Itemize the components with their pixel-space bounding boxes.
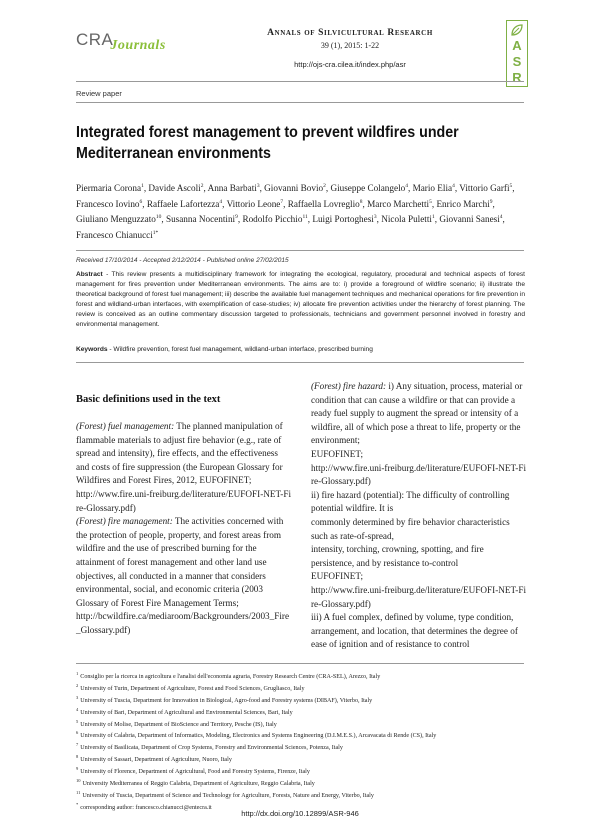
- footnote-item: [76, 741, 526, 753]
- affiliation-footnotes: [76, 670, 526, 813]
- definition-text: intensity, torching, crowning, spotting, and fire persistence, and by resistance to-control: [311, 544, 484, 568]
- author-name-text: Giuseppe Colangelo: [330, 183, 406, 194]
- author-name-text: Francesco Chianucci: [76, 229, 153, 240]
- author-name: [148, 183, 203, 193]
- author-name: [288, 199, 363, 209]
- author-affiliation-marker: 9: [489, 198, 493, 205]
- footnote-marker: 7: [76, 742, 79, 748]
- footnote-marker: 5: [76, 718, 79, 724]
- footnote-item: [76, 789, 526, 801]
- footnote-text: University of Turin, Department of Agriculture, Forest and Food Sciences, Grugliasco, Italy: [80, 685, 305, 692]
- section-heading: Basic definitions used in the text: [76, 394, 221, 405]
- author-name: [381, 214, 435, 224]
- term: (Forest) fire hazard:: [311, 381, 387, 391]
- definition-fire-management: [76, 515, 291, 610]
- author-affiliation-marker: 3: [373, 214, 377, 221]
- footnote-marker: 9: [76, 766, 79, 771]
- reference-source: EUFOFINET;: [311, 571, 364, 582]
- footnote-item: [76, 729, 526, 741]
- author-affiliation-marker: 5: [429, 198, 432, 205]
- dates-divider: [76, 250, 524, 251]
- author-name: [264, 183, 326, 193]
- author-affiliation-marker: 10: [155, 214, 162, 221]
- author-affiliation-marker: 1*: [152, 229, 159, 236]
- author-name: [147, 199, 222, 209]
- publication-dates: Received 17/10/2014 - Accepted 2/12/2014 - Published online 27/02/2015: [76, 257, 289, 264]
- author-name-text: Anna Barbati: [207, 183, 257, 194]
- reference-link[interactable]: http://bcwildfire.ca/mediaroom/Backgrounders/2003_Fire_Glossary.pdf): [76, 611, 290, 635]
- footnote-item: [76, 694, 526, 706]
- author-list: Piermaria Corona$^1$, Davide Ascoli$^2$, Anna Barbati$^3$, Giovanni Bovio$^2$, Giuseppe Colangelo$^4$, Mario Elia$^4$, Vittorio Garfì$^5$, Francesco Iovino$^6$, Raffaele Lafortezza$^4$, Vittorio Leone$^7$, Raffaella Lovreglio$^8$, Marco Marchetti$^5$, Enrico Marchi$^9$, Giuliano Menguzzato$^{10}$, Susanna Nocentini$^9$, Rodolfo Picchio$^{11}$, Luigi Portoghesi$^3$, Nicola Puletti$^1$, Giovanni Sanesi$^4$, Francesco Chianucci$^{1*}$: [76, 183, 515, 240]
- author-name-text: Susanna Nocentini: [165, 214, 236, 225]
- badge-letter-a: A: [512, 38, 522, 53]
- badge-letter-s: S: [512, 54, 522, 69]
- footnote-text: University of Basilicata, Department of Crop Systems, Forestry and Environmental Sciences, Potenza, Italy: [80, 745, 343, 752]
- author-name-text: Enrico Marchi: [436, 198, 490, 209]
- author-name: [330, 183, 408, 193]
- reference-source: EUFOFINET;: [311, 448, 364, 459]
- footnote-text: University of Molise, Department of BioScience and Territory, Pesche (IS), Italy: [80, 721, 277, 728]
- header-divider: [76, 81, 524, 82]
- author-name-text: Francesco Iovino: [76, 198, 140, 209]
- author-name-text: Giovanni Bovio: [264, 183, 324, 194]
- author-affiliation-marker: 4: [499, 214, 503, 221]
- reference-link[interactable]: http://www.fire.uni-freiburg.de/literature/EUFOFI-NET-Fire-Glossary.pdf): [311, 462, 527, 487]
- author-name-text: Giovanni Sanesi: [439, 214, 500, 225]
- author-name: [312, 214, 376, 224]
- author-affiliation-marker: 3: [256, 183, 260, 189]
- footnote-item: [76, 706, 526, 718]
- author-name: [227, 199, 284, 209]
- author-affiliation-marker: 2: [200, 183, 204, 189]
- footnote-marker: 11: [76, 789, 81, 795]
- footnote-text: University Mediterranea of Reggio Calabria, Department of Agriculture, Reggio Calabria, Italy: [82, 780, 315, 787]
- author-name: [208, 183, 260, 193]
- definition-text: iii) A fuel complex, defined by volume, type condition, arrangement, and location, that determines the degree of ease of ignition and of resistance to control: [311, 612, 518, 650]
- footnote-marker: 4: [76, 706, 79, 712]
- author-name-text: Giuliano Menguzzato: [76, 214, 156, 225]
- author-name-text: Piermaria Corona: [76, 183, 142, 194]
- cra-journals-logo: [76, 30, 166, 53]
- leaf-icon: [510, 23, 524, 37]
- logo-cra-text: CRA: [76, 30, 114, 49]
- author-name: [367, 199, 432, 209]
- article-type: Review paper: [76, 89, 122, 98]
- journal-title: Annals of Silvicultural Research: [267, 28, 433, 38]
- author-name-text: Mario Elia: [412, 183, 453, 194]
- asr-badge: [506, 20, 528, 87]
- author-name-text: Vittorio Leone: [226, 198, 281, 209]
- term: (Forest) fuel management:: [76, 421, 175, 431]
- author-name: [413, 183, 455, 193]
- definition-text: commonly determined by fire behavior characteristics such as rate-of-spread,: [311, 516, 510, 541]
- footnote-text: University of Bari, Department of Agricultural and Environmental Sciences, Bari, Italy: [80, 709, 293, 716]
- author-name: [76, 199, 142, 209]
- reference-link[interactable]: http://www.fire.uni-freiburg.de/literature/EUFOFI-NET-Fire-Glossary.pdf): [311, 584, 527, 609]
- keywords-text: - Wildfire prevention, forest fuel management, wildland-urban interface, prescribed burning: [107, 346, 373, 353]
- reference-link[interactable]: http://www.fire.uni-freiburg.de/literature/EUFOFI-NET-Fire-Glossary.pdf): [76, 488, 292, 513]
- footnote-item: [76, 670, 526, 682]
- author-name: [436, 199, 492, 209]
- author-affiliation-marker: 4: [219, 198, 223, 205]
- author-affiliation-marker: 6: [139, 198, 143, 205]
- footnote-text: University of Sassari, Department of Agriculture, Nuoro, Italy: [80, 757, 232, 764]
- author-name: [166, 214, 238, 224]
- author-affiliation-marker: 2: [323, 183, 326, 189]
- footnote-text: University of Tuscia, Department of Science and Technology for Agriculture, Forests, Nature and Energy, Viterbo, Italy: [82, 792, 374, 799]
- author-name-text: Nicola Puletti: [381, 214, 432, 225]
- author-name: [459, 183, 512, 193]
- footnote-text: University of Calabria, Department of Informatics, Modeling, Electronics and Systems Engineering (D.I.M.E.S.), Arcavacata di Rende (CS), Italy: [80, 733, 437, 740]
- footnote-marker: *: [76, 801, 79, 807]
- author-name-text: Vittorio Garfì: [459, 183, 510, 194]
- author-affiliation-marker: 4: [405, 183, 408, 189]
- author-affiliation-marker: 4: [452, 183, 455, 189]
- footnote-text: University of Tuscia, Department for Innovation in Biological, Agro-food and Forestry systems (DIBAF), Viterbo, Italy: [80, 697, 373, 704]
- left-column: [76, 420, 291, 638]
- doi-link[interactable]: http://dx.doi.org/10.12899/ASR-946: [241, 809, 359, 818]
- footnote-item: [76, 777, 526, 789]
- journal-url[interactable]: http://ojs-cra.cilea.it/index.php/asr: [294, 60, 406, 69]
- footnote-marker: 8: [76, 754, 79, 760]
- keywords-divider: [76, 362, 524, 363]
- term: (Forest) fire management:: [76, 516, 173, 527]
- footnote-marker: 1: [76, 671, 79, 676]
- footnote-marker: 3: [76, 694, 79, 700]
- article-type-divider: [76, 102, 524, 103]
- right-column: [311, 380, 527, 652]
- author-affiliation-marker: 5: [509, 183, 513, 189]
- footnote-item: [76, 765, 526, 777]
- author-affiliation-marker: 7: [280, 198, 284, 205]
- author-name: [76, 183, 144, 193]
- article-title: Integrated forest management to prevent wildfires under Mediterranean environments: [76, 124, 459, 162]
- author-name: [242, 214, 307, 224]
- author-name: [76, 214, 161, 224]
- author-name-text: Rodolfo Picchio: [242, 214, 303, 225]
- footnote-text: Consiglio per la ricerca in agricoltura e l'analisi dell'economia agraria, Forestry Research Centre (CRA-SEL), Arezzo, Italy: [80, 674, 381, 681]
- author-name-text: Davide Ascoli: [148, 183, 201, 194]
- footnote-text: University of Florence, Department of Agricultural, Food and Forestry Systems, Firenze, Italy: [80, 769, 310, 776]
- author-affiliation-marker: 1: [141, 183, 144, 189]
- keywords: [76, 346, 525, 353]
- definition-fuel-management: [76, 420, 291, 488]
- author-name-text: Raffaella Lovreglio: [287, 198, 360, 209]
- keywords-label: Keywords: [76, 346, 108, 353]
- footnote-item: [76, 682, 526, 694]
- author-affiliation-marker: 11: [302, 214, 308, 221]
- footnote-item: [76, 753, 526, 765]
- definition-text: ii) fire hazard (potential): The difficulty of controlling potential wildfire. It is: [311, 489, 510, 514]
- definition-text: The planned manipulation of flammable materials to adjust fire behavior (e.g., rate of spread and intensity), fire effects, and the effectiveness and costs of fire suppression (the European Glossary for Wildfires and Forest Fires, 2012, EUFOFINET;: [76, 421, 283, 486]
- author-affiliation-marker: 1: [431, 214, 435, 221]
- author-affiliation-marker: 8: [359, 198, 363, 205]
- author-name-text: Luigi Portoghesi: [312, 214, 374, 225]
- footnote-marker: 10: [76, 777, 81, 783]
- logo-journals-text: Journals: [110, 38, 166, 53]
- abstract: [76, 270, 525, 329]
- definition-text: The activities concerned with the protection of people, property, and forest areas from wildfire and the use of prescribed burning for the attainment of forest management and other land use objectives, all conducted in a manner that considers environmental, social, and economic criteria (2003 Glossary of Forest Fire Management Terms;: [76, 516, 284, 608]
- footnote-text: corresponding author: francesco.chianucci@entecra.it: [80, 804, 212, 811]
- footnote-item: [76, 718, 526, 730]
- abstract-text: - This review presents a multidisciplinary framework for integrating the ecological, regulatory, procedural and technical aspects of forest management for fires prevention under Mediterranean environments. The aims are to: i) provide a foreground of wildfire scenario; ii) illustrate the theoretical background of forest fuel management; iii) describe the available fuel management techniques and mechanical operations for fire prevention in forest and wildland-urban interfaces, with exemplification of case-studies; iv) allocate fire prevention activities under the hierarchy of forest planning. The review is conceived as an outline commentary discussion targeted to professionals, technicians and government personnel involved in forestry and environmental management.: [76, 271, 525, 328]
- badge-letter-r: R: [512, 70, 522, 85]
- footnote-divider: [76, 663, 524, 664]
- author-affiliation-marker: 9: [235, 214, 238, 221]
- footnote-marker: 6: [76, 730, 79, 736]
- author-name: [76, 230, 158, 240]
- definition-text: i) Any situation, process, material or condition that can cause a wildfire or that can provide a ready fuel supply to augment the spread or intensity of a wildfire, all of which pose a threat to life, property or the environment;: [311, 381, 523, 446]
- footnote-marker: 2: [76, 682, 79, 688]
- journal-volume: 39 (1), 2015: 1-22: [320, 41, 380, 50]
- author-name-text: Marco Marchetti: [367, 198, 430, 209]
- definition-fire-hazard: [311, 380, 527, 448]
- abstract-label: Abstract: [76, 271, 103, 278]
- author-name-text: Raffaele Lafortezza: [146, 198, 220, 209]
- author-name: [439, 214, 502, 224]
